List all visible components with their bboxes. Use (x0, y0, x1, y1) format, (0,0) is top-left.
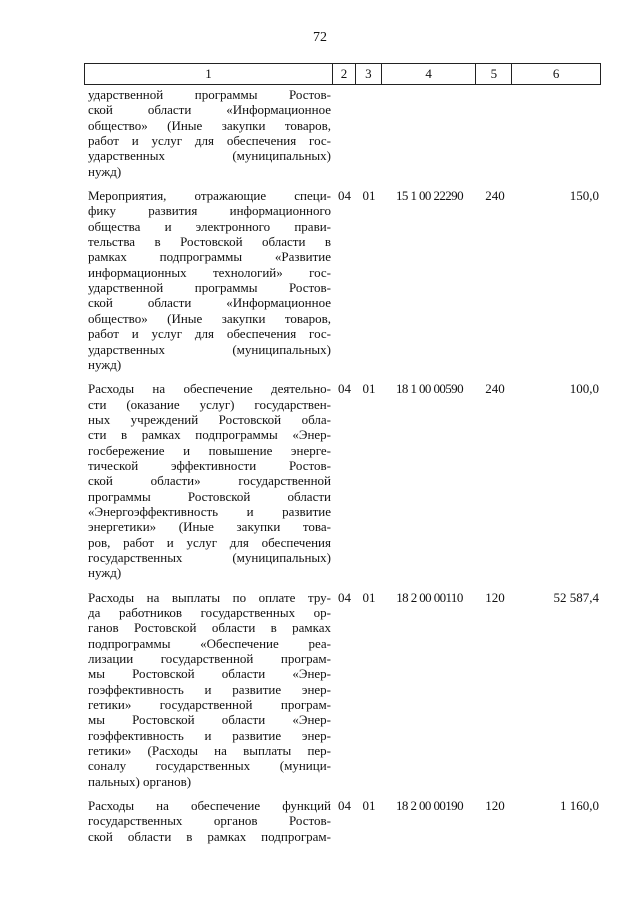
header-col-1: 1 (85, 64, 333, 84)
description-line: рамках подпрограммы «Развитие (88, 249, 331, 265)
section-code: 04 (338, 381, 351, 397)
description-line: ской области «Информационное (88, 295, 331, 311)
table-row (84, 590, 601, 789)
description-line: энергетики» (Иные закупки това- (88, 519, 331, 535)
description-line: общества и электронного прави- (88, 218, 331, 234)
description-line: ганов Ростовской области в рамках (88, 620, 331, 636)
amount: 1 160,0 (560, 798, 599, 814)
target-article-code: 15 1 00 22290 (396, 188, 463, 204)
header-col-3: 3 (356, 64, 382, 84)
header-col-6: 6 (552, 66, 560, 81)
description-line: Расходы на обеспечение функций (88, 798, 331, 814)
description-line: мы Ростовской области «Энер- (88, 666, 331, 682)
expense-type-code (477, 87, 513, 179)
table-row (84, 381, 601, 580)
section-code: 04 (338, 188, 351, 204)
section-code (333, 87, 356, 179)
table-body (84, 87, 601, 853)
description-line: Расходы на обеспечение деятельно- (88, 381, 331, 397)
description-line: пальных) органов) (88, 773, 192, 789)
row-description (84, 188, 333, 372)
target-article-code: 18 2 00 00110 (396, 589, 463, 605)
table-row (84, 87, 601, 179)
subsection-code (356, 87, 382, 179)
description-line: соналу государственных (муници- (88, 758, 331, 774)
description-line: гоэффективность и развитие энер- (88, 727, 331, 743)
description-line: работ и услуг для обеспечения гос- (88, 326, 331, 342)
section-code: 04 (338, 589, 351, 605)
table-header (84, 63, 601, 85)
description-line: фику развития информационного (88, 203, 331, 219)
description-line: ударственной программы Ростов- (88, 280, 331, 296)
description-line: общество» (Иные закупки товаров, (88, 310, 331, 326)
description-line: государственных органов Ростов- (88, 813, 331, 829)
description-line: ской области» государственной (88, 473, 331, 489)
description-line: нужд) (88, 565, 122, 581)
description-line: тельства в Ростовской области в (88, 234, 331, 250)
amount (513, 87, 601, 179)
subsection-code: 01 (362, 798, 376, 814)
row-description (84, 798, 333, 844)
header-col-5: 5 (476, 64, 512, 84)
row-description (84, 590, 333, 789)
description-line: сти в рамках подпрограммы «Энер- (88, 427, 331, 443)
amount: 150,0 (569, 188, 599, 204)
description-line: работ и услуг для обеспечения гос- (88, 133, 331, 149)
description-line: гоэффективность и развитие энер- (88, 681, 331, 697)
target-article-code: 18 2 00 00190 (396, 798, 463, 814)
target-article-code (382, 87, 477, 179)
description-line: гетики» (Расходы на выплаты пер- (88, 743, 331, 759)
description-line: нужд) (88, 356, 122, 372)
description-line: государственных (муниципальных) (88, 549, 331, 565)
description-line: ской области в рамках подпрограм- (88, 828, 331, 844)
description-line: лизации государственной програм- (88, 651, 331, 667)
amount: 52 587,4 (553, 589, 599, 605)
expense-type-code: 120 (485, 589, 505, 605)
table-row (84, 798, 601, 844)
description-line: ударственных (муниципальных) (88, 148, 331, 164)
amount: 100,0 (569, 381, 599, 397)
description-line: сти (оказание услуг) государствен- (88, 396, 331, 412)
header-col-4: 4 (382, 64, 477, 84)
description-line: общество» (Иные закупки товаров, (88, 117, 331, 133)
description-line: ных учреждений Ростовской обла- (88, 411, 331, 427)
table-row (84, 188, 601, 372)
description-line: ров, работ и услуг для обеспечения (88, 534, 331, 550)
description-line: Мероприятия, отражающие специ- (88, 188, 331, 204)
description-line: тической эффективности Ростов- (88, 457, 331, 473)
row-description (84, 87, 333, 179)
expense-type-code: 240 (485, 381, 505, 397)
subsection-code: 01 (362, 188, 376, 204)
subsection-code: 01 (362, 381, 376, 397)
description-line: подпрограммы «Обеспечение реа- (88, 635, 331, 651)
description-line: Расходы на выплаты по оплате тру- (88, 589, 331, 605)
description-line: да работников государственных ор- (88, 605, 331, 620)
description-line: мы Ростовской области «Энер- (88, 712, 331, 728)
description-line: госбережение и повышение энерге- (88, 442, 331, 458)
section-code: 04 (338, 798, 351, 814)
header-col-2: 2 (333, 64, 356, 84)
row-description (84, 381, 333, 580)
description-line: гетики» государственной програм- (88, 697, 331, 713)
page-number: 72 (313, 30, 327, 45)
description-line: программы Ростовской области (88, 488, 331, 504)
description-line: «Энергоэффективность и развитие (88, 503, 331, 519)
target-article-code: 18 1 00 00590 (396, 381, 463, 397)
description-line: информационных технологий» гос- (88, 264, 331, 280)
description-line: ской области «Информационное (88, 102, 331, 118)
expense-type-code: 240 (485, 188, 505, 204)
description-line: ударственной программы Ростов- (88, 87, 331, 102)
description-line: ударственных (муниципальных) (88, 341, 331, 357)
description-line: нужд) (88, 163, 122, 179)
subsection-code: 01 (362, 589, 376, 605)
expense-type-code: 120 (485, 798, 505, 814)
